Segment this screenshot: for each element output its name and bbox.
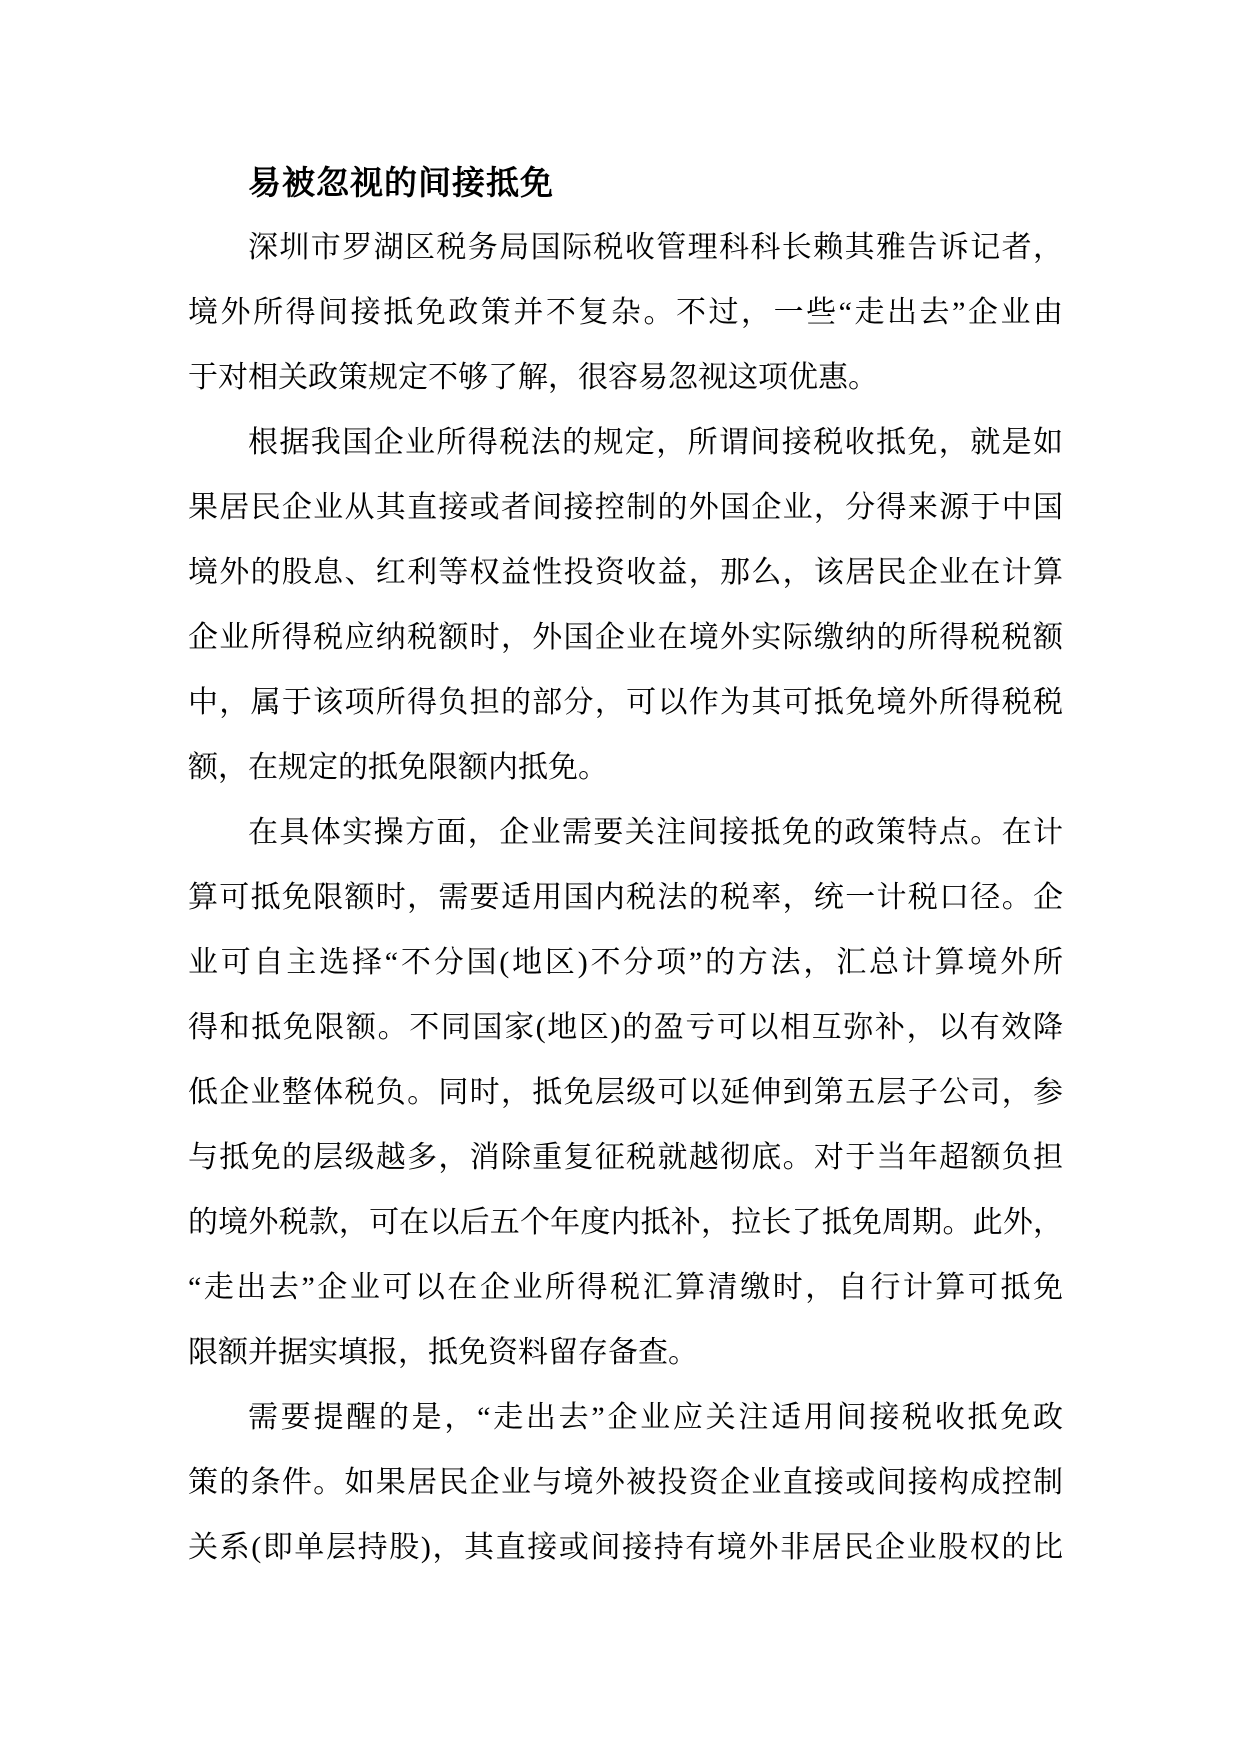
text-line: 境外所得间接抵免政策并不复杂。不过，一些“走出去”企业由 [188, 296, 1063, 329]
text-line: 深圳市罗湖区税务局国际税收管理科科长赖其雅告诉记者， [248, 231, 1063, 264]
text-line: 于对相关政策规定不够了解，很容易忽视这项优惠。 [188, 361, 878, 394]
text-line: 境外的股息、红利等权益性投资收益，那么，该居民企业在计算 [188, 556, 1063, 589]
text-line: 企业所得税应纳税额时，外国企业在境外实际缴纳的所得税税额 [188, 621, 1063, 654]
text-line: 业可自主选择“不分国(地区)不分项”的方法，汇总计算境外所 [188, 946, 1063, 979]
paragraph [188, 1385, 1063, 1580]
paragraph [188, 215, 1063, 410]
text-line: 得和抵免限额。不同国家(地区)的盈亏可以相互弥补，以有效降 [188, 1011, 1063, 1044]
text-line: 低企业整体税负。同时，抵免层级可以延伸到第五层子公司，参 [188, 1076, 1063, 1109]
text-line: “走出去”企业可以在企业所得税汇算清缴时，自行计算可抵免 [188, 1271, 1063, 1304]
text-line: 果居民企业从其直接或者间接控制的外国企业，分得来源于中国 [188, 491, 1063, 524]
paragraph [188, 800, 1063, 1385]
document-title: 易被忽视的间接抵免 [248, 164, 554, 201]
text-line: 策的条件。如果居民企业与境外被投资企业直接或间接构成控制 [188, 1466, 1063, 1499]
text-line: 关系(即单层持股)，其直接或间接持有境外非居民企业股权的比 [188, 1531, 1063, 1564]
text-line: 根据我国企业所得税法的规定，所谓间接税收抵免，就是如 [248, 426, 1063, 459]
text-line: 中，属于该项所得负担的部分，可以作为其可抵免境外所得税税 [188, 686, 1063, 719]
text-line: 的境外税款，可在以后五个年度内抵补，拉长了抵免周期。此外， [188, 1206, 1063, 1239]
document-body [188, 150, 1063, 1580]
text-line: 限额并据实填报，抵免资料留存备查。 [188, 1336, 698, 1369]
text-line: 与抵免的层级越多，消除重复征税就越彻底。对于当年超额负担 [188, 1141, 1063, 1174]
text-line: 算可抵免限额时，需要适用国内税法的税率，统一计税口径。企 [188, 881, 1063, 914]
text-line: 在具体实操方面，企业需要关注间接抵免的政策特点。在计 [248, 816, 1063, 849]
text-line: 额，在规定的抵免限额内抵免。 [188, 751, 608, 784]
paragraph [188, 410, 1063, 800]
text-line: 需要提醒的是，“走出去”企业应关注适用间接税收抵免政 [248, 1401, 1063, 1434]
